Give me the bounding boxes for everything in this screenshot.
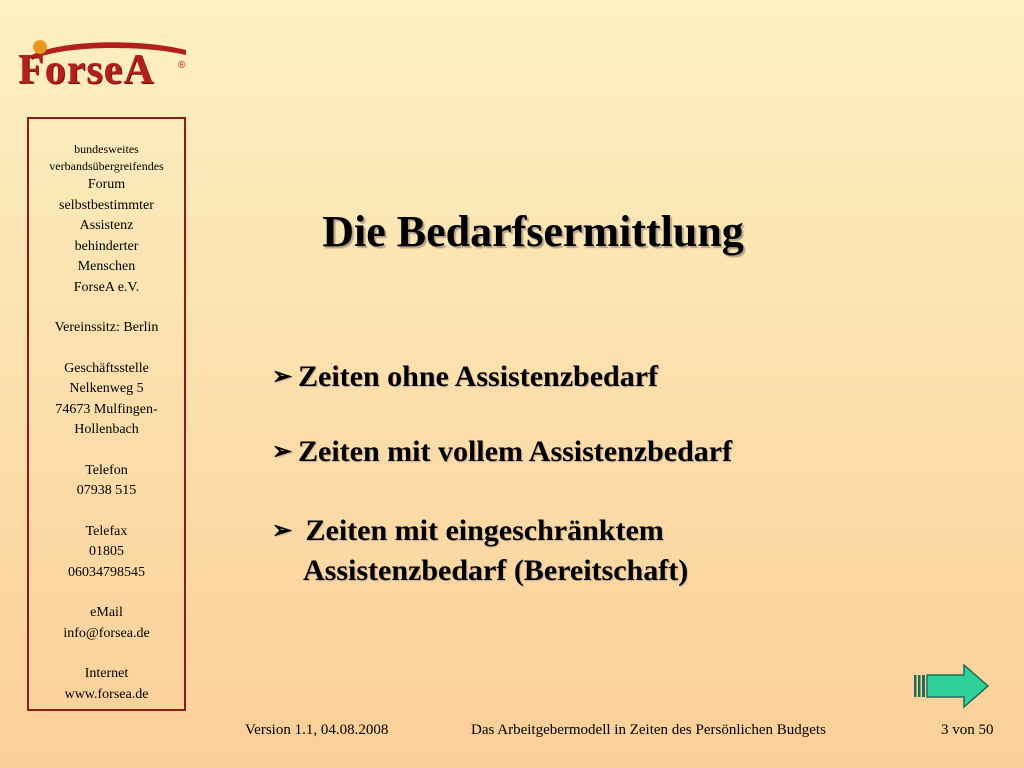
bullet-item — [272, 514, 688, 588]
sidebar-line: bundesweites — [74, 142, 139, 156]
sidebar-line: Assistenz — [79, 218, 134, 233]
arrowhead-bullet-icon: ➢ — [272, 364, 293, 390]
sidebar-line: ForseA e.V. — [73, 279, 140, 295]
sidebar-seat: Vereinssitz: Berlin — [54, 320, 159, 335]
sidebar-office-line: Geschäftsstelle — [64, 360, 149, 376]
arrowhead-bullet-icon: ➢ — [272, 439, 293, 465]
sidebar-line: behinderter — [74, 238, 139, 254]
sidebar-fax: 06034798545 — [68, 564, 145, 580]
sidebar-office-line: Hollenbach — [74, 422, 139, 437]
footer-version: Version 1.1, 04.08.2008 — [245, 722, 389, 738]
sidebar-fax: 01805 — [89, 544, 124, 559]
sidebar-phone-label: Telefon — [85, 462, 128, 478]
logo-wordmark: ForseA — [18, 47, 155, 93]
sidebar-office-line: Nelkenweg 5 — [69, 381, 144, 396]
bullet-text-continuation: Assistenzbedarf (Bereitschaft) — [303, 554, 689, 587]
sidebar-internet-label: Internet — [84, 666, 129, 681]
sidebar-internet: www.forsea.de — [64, 686, 149, 702]
bullet-text: Zeiten mit vollem Assistenzbedarf — [298, 435, 733, 468]
sidebar-fax-label: Telefax — [85, 523, 128, 539]
footer-title: Das Arbeitgebermodell in Zeiten des Persönlichen Budgets — [471, 722, 826, 738]
sidebar-line: Forum — [87, 177, 126, 192]
bullet-item — [272, 435, 732, 469]
sidebar-email-label: eMail — [90, 605, 123, 620]
logo-registered-mark: ® — [178, 60, 186, 71]
arrow-right-icon[interactable] — [914, 663, 990, 709]
footer-page-number: 3 von 50 — [941, 722, 994, 738]
arrowhead-bullet-icon: ➢ — [272, 518, 293, 544]
sidebar-phone: 07938 515 — [76, 483, 137, 498]
sidebar-line: selbstbestimmter — [59, 197, 154, 213]
sidebar-office-line: 74673 Mulfingen- — [55, 401, 158, 417]
bullet-text: Zeiten mit eingeschränktem — [305, 514, 664, 547]
sidebar-line: Menschen — [77, 259, 136, 274]
sidebar-line: verbandsübergreifendes — [49, 159, 164, 173]
bullet-item — [272, 360, 658, 394]
slide-title: Die Bedarfsermittlung — [322, 207, 744, 256]
bullet-text: Zeiten ohne Assistenzbedarf — [298, 360, 658, 393]
sidebar-email: info@forsea.de — [63, 625, 150, 641]
